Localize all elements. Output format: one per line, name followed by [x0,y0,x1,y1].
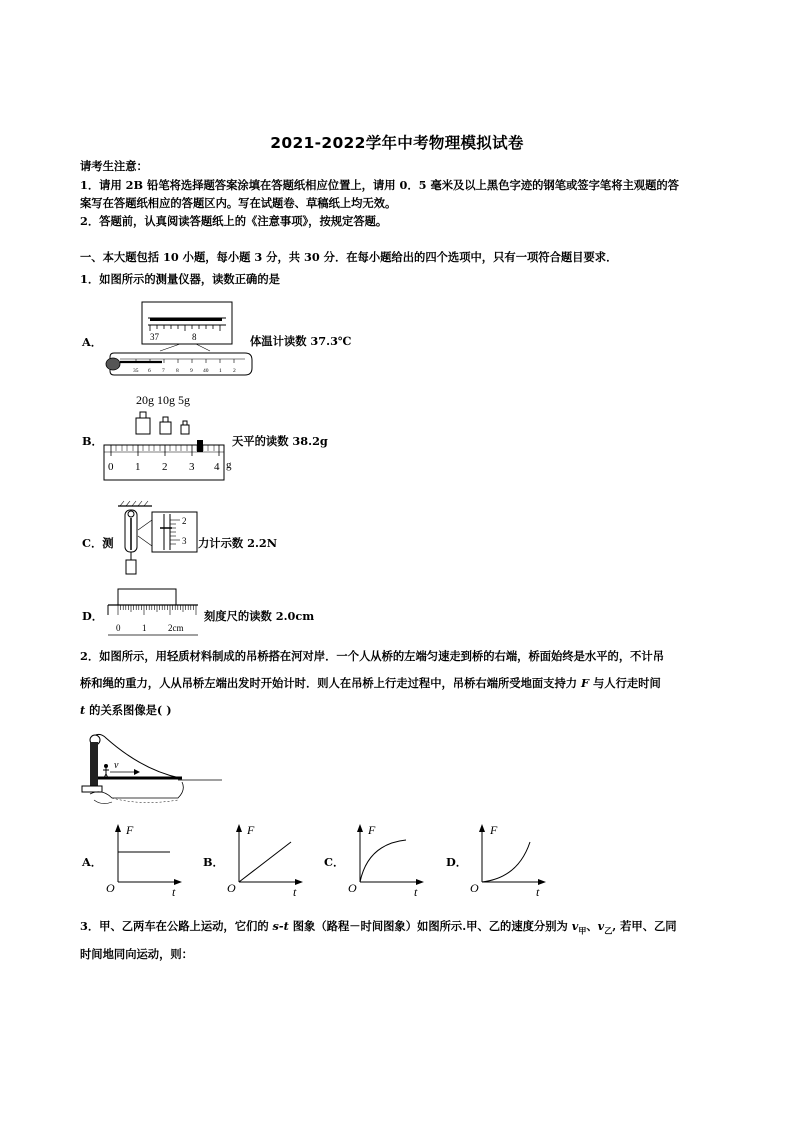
q2-option-b-letter: B． [203,855,224,869]
balance-weights-label: 20g 10g 5g [136,393,190,407]
q1-option-a-letter: A． [82,335,103,349]
thermometer-scale-label: 40 [203,368,209,374]
spring-scale-figure [112,500,202,580]
question-2-line-3: t 的关系图像是( ) [80,703,172,717]
section-heading: 一、本大题包括 10 小题，每小题 3 分，共 30 分．在每小题给出的四个选项中，只有一项符合题目要求． [80,250,618,264]
q2-graph-b [225,820,305,900]
balance-tick-label: 3 [189,461,195,473]
q1-option-b-letter: B． [82,434,103,448]
q1-option-a-text: 体温计读数 37.3℃ [250,334,352,348]
graph-a-x-label: t [172,885,176,899]
graph-c-x-label: t [414,885,418,899]
ruler-figure [104,585,204,637]
notice-heading: 请考生注意： [80,159,148,173]
balance-tick-label: 2 [162,461,168,473]
thermometer-scale-label: 8 [176,368,179,374]
q2-graph-d [468,820,548,900]
drawbridge-figure [82,730,222,810]
thermometer-scale-label: 35 [133,368,139,374]
question-2-line-2: 桥和绳的重力，人从吊桥左端出发时开始计时．则人在吊桥上行走过程中，吊桥右端所受地面支持力 F 与人行走时间 [80,676,661,690]
thermometer-scale-label: 9 [190,368,193,374]
thermometer-inset-label-right: 8 [192,332,197,342]
graph-d-y-label: F [490,823,498,837]
q2-option-a-letter: A． [82,855,103,869]
balance-unit-label: g [226,459,232,471]
notice-item-1-line-1: 1．请用 2B 铅笔将选择题答案涂填在答题纸相应位置上，请用 0．5 毫米及以上黑色字迹的钢笔或签字笔将主观题的答 [80,178,679,192]
graph-a-y-label: F [126,823,134,837]
balance-figure [100,390,240,485]
bridge-velocity-label: v [114,760,119,771]
graph-b-x-label: t [293,885,297,899]
graph-c-y-label: F [368,823,376,837]
page-title: 2021-2022学年中考物理模拟试卷 [270,134,524,152]
spring-scale-tick-label: 2 [182,516,187,526]
balance-tick-label: 1 [135,461,141,473]
thermometer-scale-label: 7 [162,368,165,374]
notice-item-1-line-2: 案写在答题纸相应的答题区内。写在试题卷、草稿纸上均无效。 [80,196,397,210]
thermometer-scale-label: 1 [219,368,222,374]
q2-graph-a [104,820,184,900]
graph-b-origin-label: O [227,881,236,895]
question-1-stem: 1．如图所示的测量仪器，读数正确的是 [80,272,280,286]
graph-c-origin-label: O [348,881,357,895]
graph-d-x-label: t [536,885,540,899]
question-2-line-1: 2．如图所示，用轻质材料制成的吊桥搭在河对岸．一个人从桥的左端匀速走到桥的右端，桥面始终是水平的，不计吊 [80,649,665,663]
q1-option-d-letter: D． [82,609,104,623]
q2-graph-c [346,820,426,900]
thermometer-scale-label: 6 [148,368,151,374]
q2-option-d-letter: D． [446,855,468,869]
thermometer-inset-label-left: 37 [150,332,159,342]
ruler-tick-label: 0 [116,623,121,633]
graph-d-origin-label: O [470,881,479,895]
notice-item-2: 2．答题前，认真阅读答题纸上的《注意事项》，按规定答题。 [80,214,388,228]
q2-option-c-letter: C． [324,855,345,869]
ruler-tick-label: 1 [142,623,147,633]
question-3-line-1: 3．甲、乙两车在公路上运动，它们的 s-t 图象（路程－时间图象）如图所示.甲、乙的速度分别为 $v_甲$、$v_乙$, 若甲、乙同 [80,919,677,936]
graph-a-origin-label: O [106,881,115,895]
question-3-line-2: 时间地同向运动，则： [80,947,193,961]
balance-tick-label: 4 [214,461,220,473]
q1-option-b-text: 天平的读数 38.2g [232,434,328,448]
thermometer-scale-label: 2 [233,368,236,374]
graph-b-y-label: F [247,823,255,837]
ruler-tick-label: 2cm [168,623,184,633]
q1-option-d-text: 刻度尺的读数 2.0cm [204,609,315,623]
balance-tick-label: 0 [108,461,114,473]
thermometer-figure [100,300,260,380]
spring-scale-tick-label: 3 [182,536,187,546]
q1-option-c-text: 力计示数 2.2N [198,536,278,550]
q1-option-c-letter: C．测 [82,536,114,550]
